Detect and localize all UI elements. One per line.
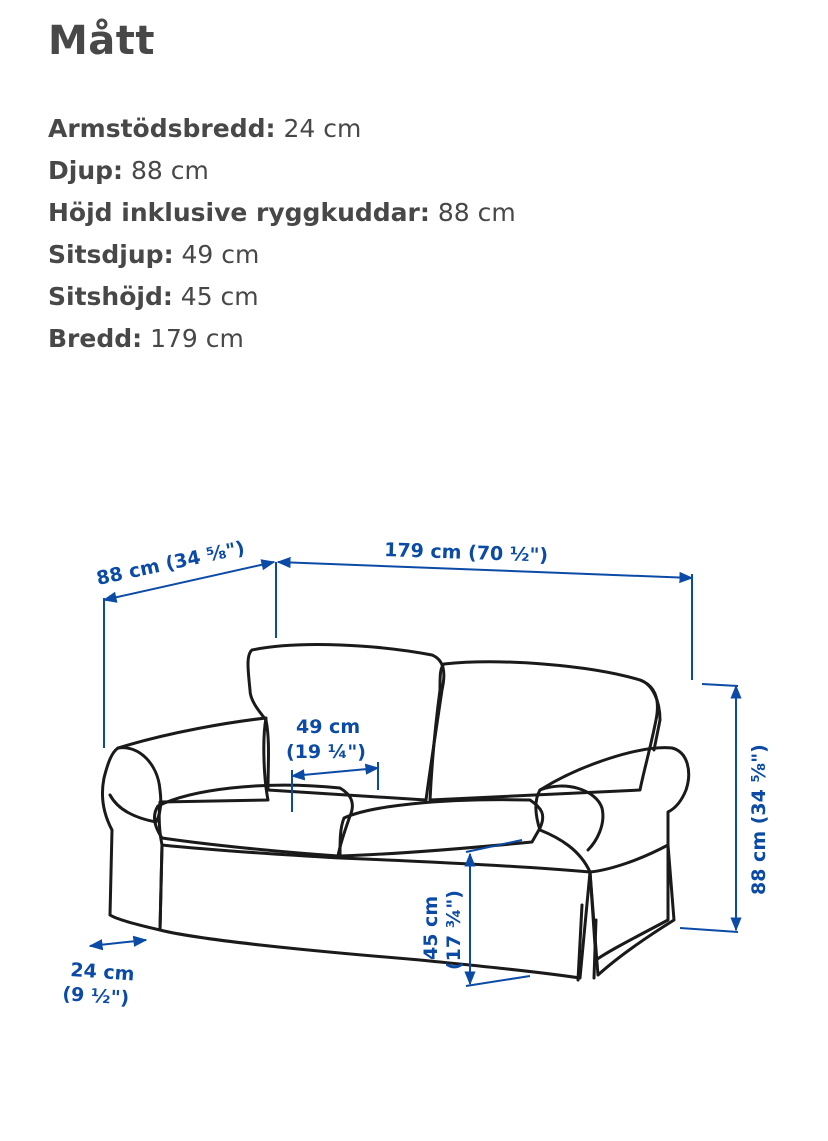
front-skirt	[160, 845, 590, 978]
spec-value: 88 cm	[130, 156, 209, 185]
spec-seat-depth	[48, 234, 516, 276]
right-armrest	[536, 748, 689, 960]
spec-label: Höjd inklusive ryggkuddar:	[48, 198, 430, 227]
sofa-dimension-diagram	[0, 500, 828, 1060]
spec-label: Bredd:	[48, 324, 143, 353]
spec-seat-height	[48, 276, 516, 318]
right-seat-cushion	[340, 800, 543, 856]
left-armrest	[102, 718, 268, 930]
seat-height-label-cm: 45 cm	[420, 895, 442, 960]
spec-value: 88 cm	[437, 198, 516, 227]
spec-label: Sitsdjup:	[48, 240, 174, 269]
dimension-spec-list	[48, 108, 516, 360]
seat-height-label-in: (17 ¾")	[443, 890, 465, 970]
spec-label: Djup:	[48, 156, 124, 185]
dimension-lines	[90, 562, 738, 986]
spec-value: 45 cm	[180, 282, 259, 311]
width-label: 179 cm (70 ½")	[383, 539, 549, 567]
arm-width-label-cm: 24 cm	[69, 959, 136, 986]
page-title: Mått	[48, 18, 156, 64]
right-back-cushion	[430, 662, 657, 800]
spec-label: Sitshöjd:	[48, 282, 173, 311]
spec-height-incl-back-cushions	[48, 192, 516, 234]
spec-width	[48, 318, 516, 360]
height-label: 88 cm (34 ⁵⁄₈")	[748, 744, 770, 895]
seat-depth-label-in: (19 ¼")	[286, 741, 366, 763]
arm-width-label-in: (9 ½")	[61, 983, 130, 1010]
left-seat-cushion	[155, 785, 353, 856]
spec-value: 49 cm	[181, 240, 260, 269]
spec-depth	[48, 150, 516, 192]
depth-label: 88 cm (34 ⁵⁄₈")	[94, 537, 247, 590]
left-armrest-scroll	[110, 748, 161, 822]
spec-value: 179 cm	[150, 324, 244, 353]
spec-label: Armstödsbredd:	[48, 114, 276, 143]
seat-depth-label-cm: 49 cm	[296, 716, 361, 738]
spec-value: 24 cm	[283, 114, 362, 143]
sofa-drawing	[102, 645, 688, 980]
spec-armrest-width	[48, 108, 516, 150]
